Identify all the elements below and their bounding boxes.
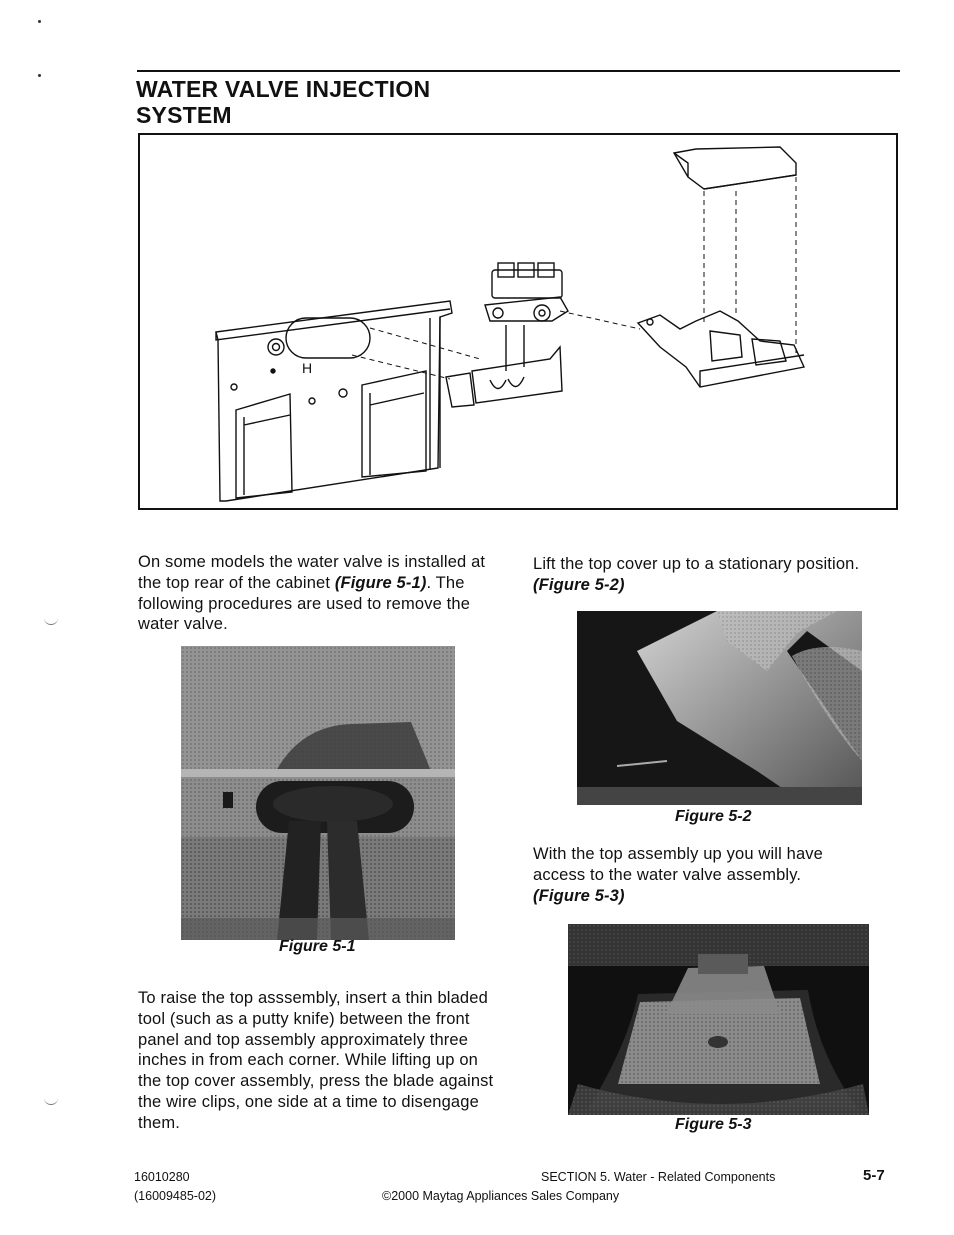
panel-valve-mount xyxy=(286,318,370,358)
base-tray-part xyxy=(638,311,804,387)
figure-5-3-caption: Figure 5-3 xyxy=(675,1116,752,1133)
section-title-line1: WATER VALVE INJECTION xyxy=(136,76,431,102)
valve-mount-photo-art xyxy=(181,646,455,940)
footer-part-number: 16010280 xyxy=(134,1170,190,1184)
binding-mark xyxy=(44,1096,58,1105)
figure-5-2-reference: (Figure 5-2) xyxy=(533,575,625,594)
exploded-diagram xyxy=(138,133,898,510)
intro-text: On some models the water valve is installed at the top rear of the cabinet xyxy=(138,553,486,592)
page-number: 5-7 xyxy=(863,1167,885,1184)
raise-top-paragraph: To raise the top asssembly, insert a thin bladed tool (such as a putty knife) between the front panel and top assembly approximately three inches in from each corner. While lifting up on the top cover assembly, press the blade against the wire clips, one side at a time to disengage them. xyxy=(138,989,494,1132)
intro-tail: . xyxy=(426,573,432,592)
footer-copyright: ©2000 Maytag Appliances Sales Company xyxy=(382,1189,620,1203)
intro-paragraph xyxy=(138,552,508,635)
svg-text:H: H xyxy=(302,360,313,376)
figure-5-3-photo xyxy=(568,924,869,1115)
figure-5-2-caption: Figure 5-2 xyxy=(675,808,752,825)
figure-5-1-reference: (Figure 5-1) xyxy=(334,573,427,592)
access-valve-paragraph xyxy=(533,844,873,906)
top-cover-photo-art xyxy=(577,611,862,805)
footer-part-numbers xyxy=(134,1168,216,1206)
lift-cover-text: Lift the top cover up to a stationary position. xyxy=(533,555,860,573)
figure-5-1-photo xyxy=(181,646,455,940)
intro-text-continued: The following procedures are used to remove the water valve. xyxy=(138,573,471,634)
section-rule xyxy=(137,70,900,72)
lift-cover-paragraph xyxy=(533,554,913,596)
scan-speck xyxy=(38,74,41,77)
binding-mark xyxy=(44,616,58,625)
valve-mounting-bracket xyxy=(446,325,562,407)
panel-recess-right xyxy=(362,371,426,477)
access-valve-text: With the top assembly up you will have access to the water valve assembly. xyxy=(533,845,824,884)
figure-5-2-photo xyxy=(577,611,862,805)
water-valve-body xyxy=(485,263,568,321)
section-title-line2: SYSTEM xyxy=(136,102,232,128)
top-cover-part xyxy=(674,147,796,189)
cabinet-rear-panel xyxy=(216,301,452,501)
scan-speck xyxy=(38,20,41,23)
valve-assembly-photo-art xyxy=(568,924,869,1115)
figure-5-1-caption: Figure 5-1 xyxy=(279,938,356,955)
figure-5-3-reference: (Figure 5-3) xyxy=(533,886,625,905)
footer-section-label: SECTION 5. Water - Related Components xyxy=(541,1170,776,1184)
footer-part-number-alt: (16009485-02) xyxy=(134,1189,217,1203)
water-valve-exploded-view xyxy=(140,135,896,508)
section-title xyxy=(136,76,430,128)
